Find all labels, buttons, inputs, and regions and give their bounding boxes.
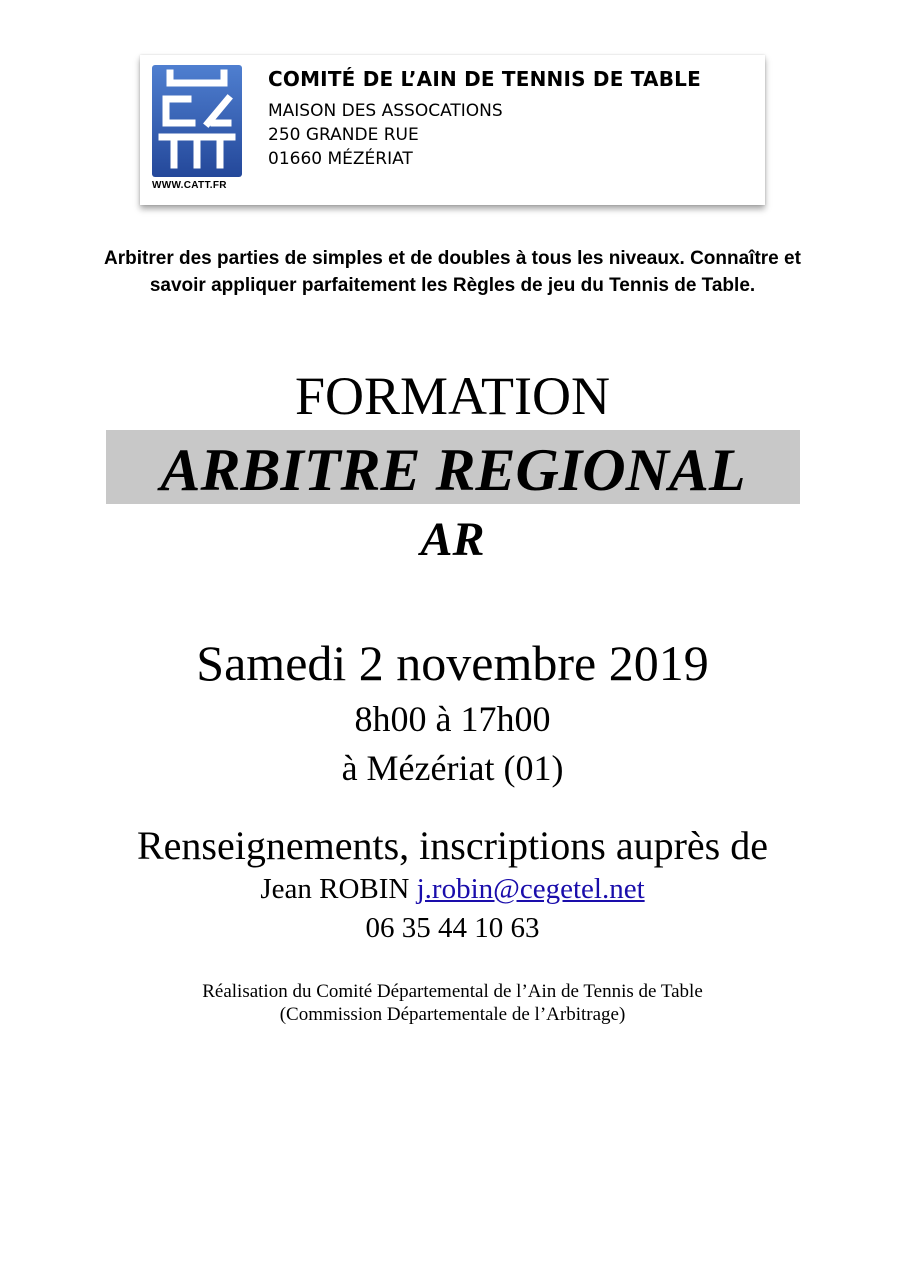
org-name: COMITÉ DE L’AIN DE TENNIS DE TABLE [268,67,701,91]
event-time: 8h00 à 17h00 [354,699,551,739]
org-address-line-2: 250 GRANDE RUE [268,125,419,145]
event-date: Samedi 2 novembre 2019 [196,635,709,691]
title-arbitre-regional: ARBITRE REGIONAL [160,437,746,503]
org-address-line-1: MAISON DES ASSOCATIONS [268,101,503,121]
title-ar: AR [420,513,485,566]
contact-line [0,873,905,906]
org-address-line-3: 01660 MÉZÉRIAT [268,149,413,169]
contact-email-link[interactable]: j.robin@cegetel.net [416,873,645,905]
title-formation: FORMATION [294,366,611,426]
contact-name: Jean ROBIN [260,873,410,905]
catt-logo-icon [152,65,242,177]
logo-url: WWW.CATT.FR [152,180,227,191]
header-card [140,55,765,205]
credit-line-2: (Commission Départementale de l’Arbitrage) [279,1004,626,1025]
contact-phone: 06 35 44 10 63 [365,912,540,944]
contact-heading: Renseignements, inscriptions auprès de [137,823,768,868]
event-place: à Mézériat (01) [341,748,564,788]
credit-line-1: Réalisation du Comité Départemental de l’Ain de Tennis de Table [202,981,703,1002]
intro-text: Arbitrer des parties de simples et de doubles à tous les niveaux. Connaître et savoir appliquer parfaitement les Règles de jeu du Tennis de Table. [104,248,801,296]
